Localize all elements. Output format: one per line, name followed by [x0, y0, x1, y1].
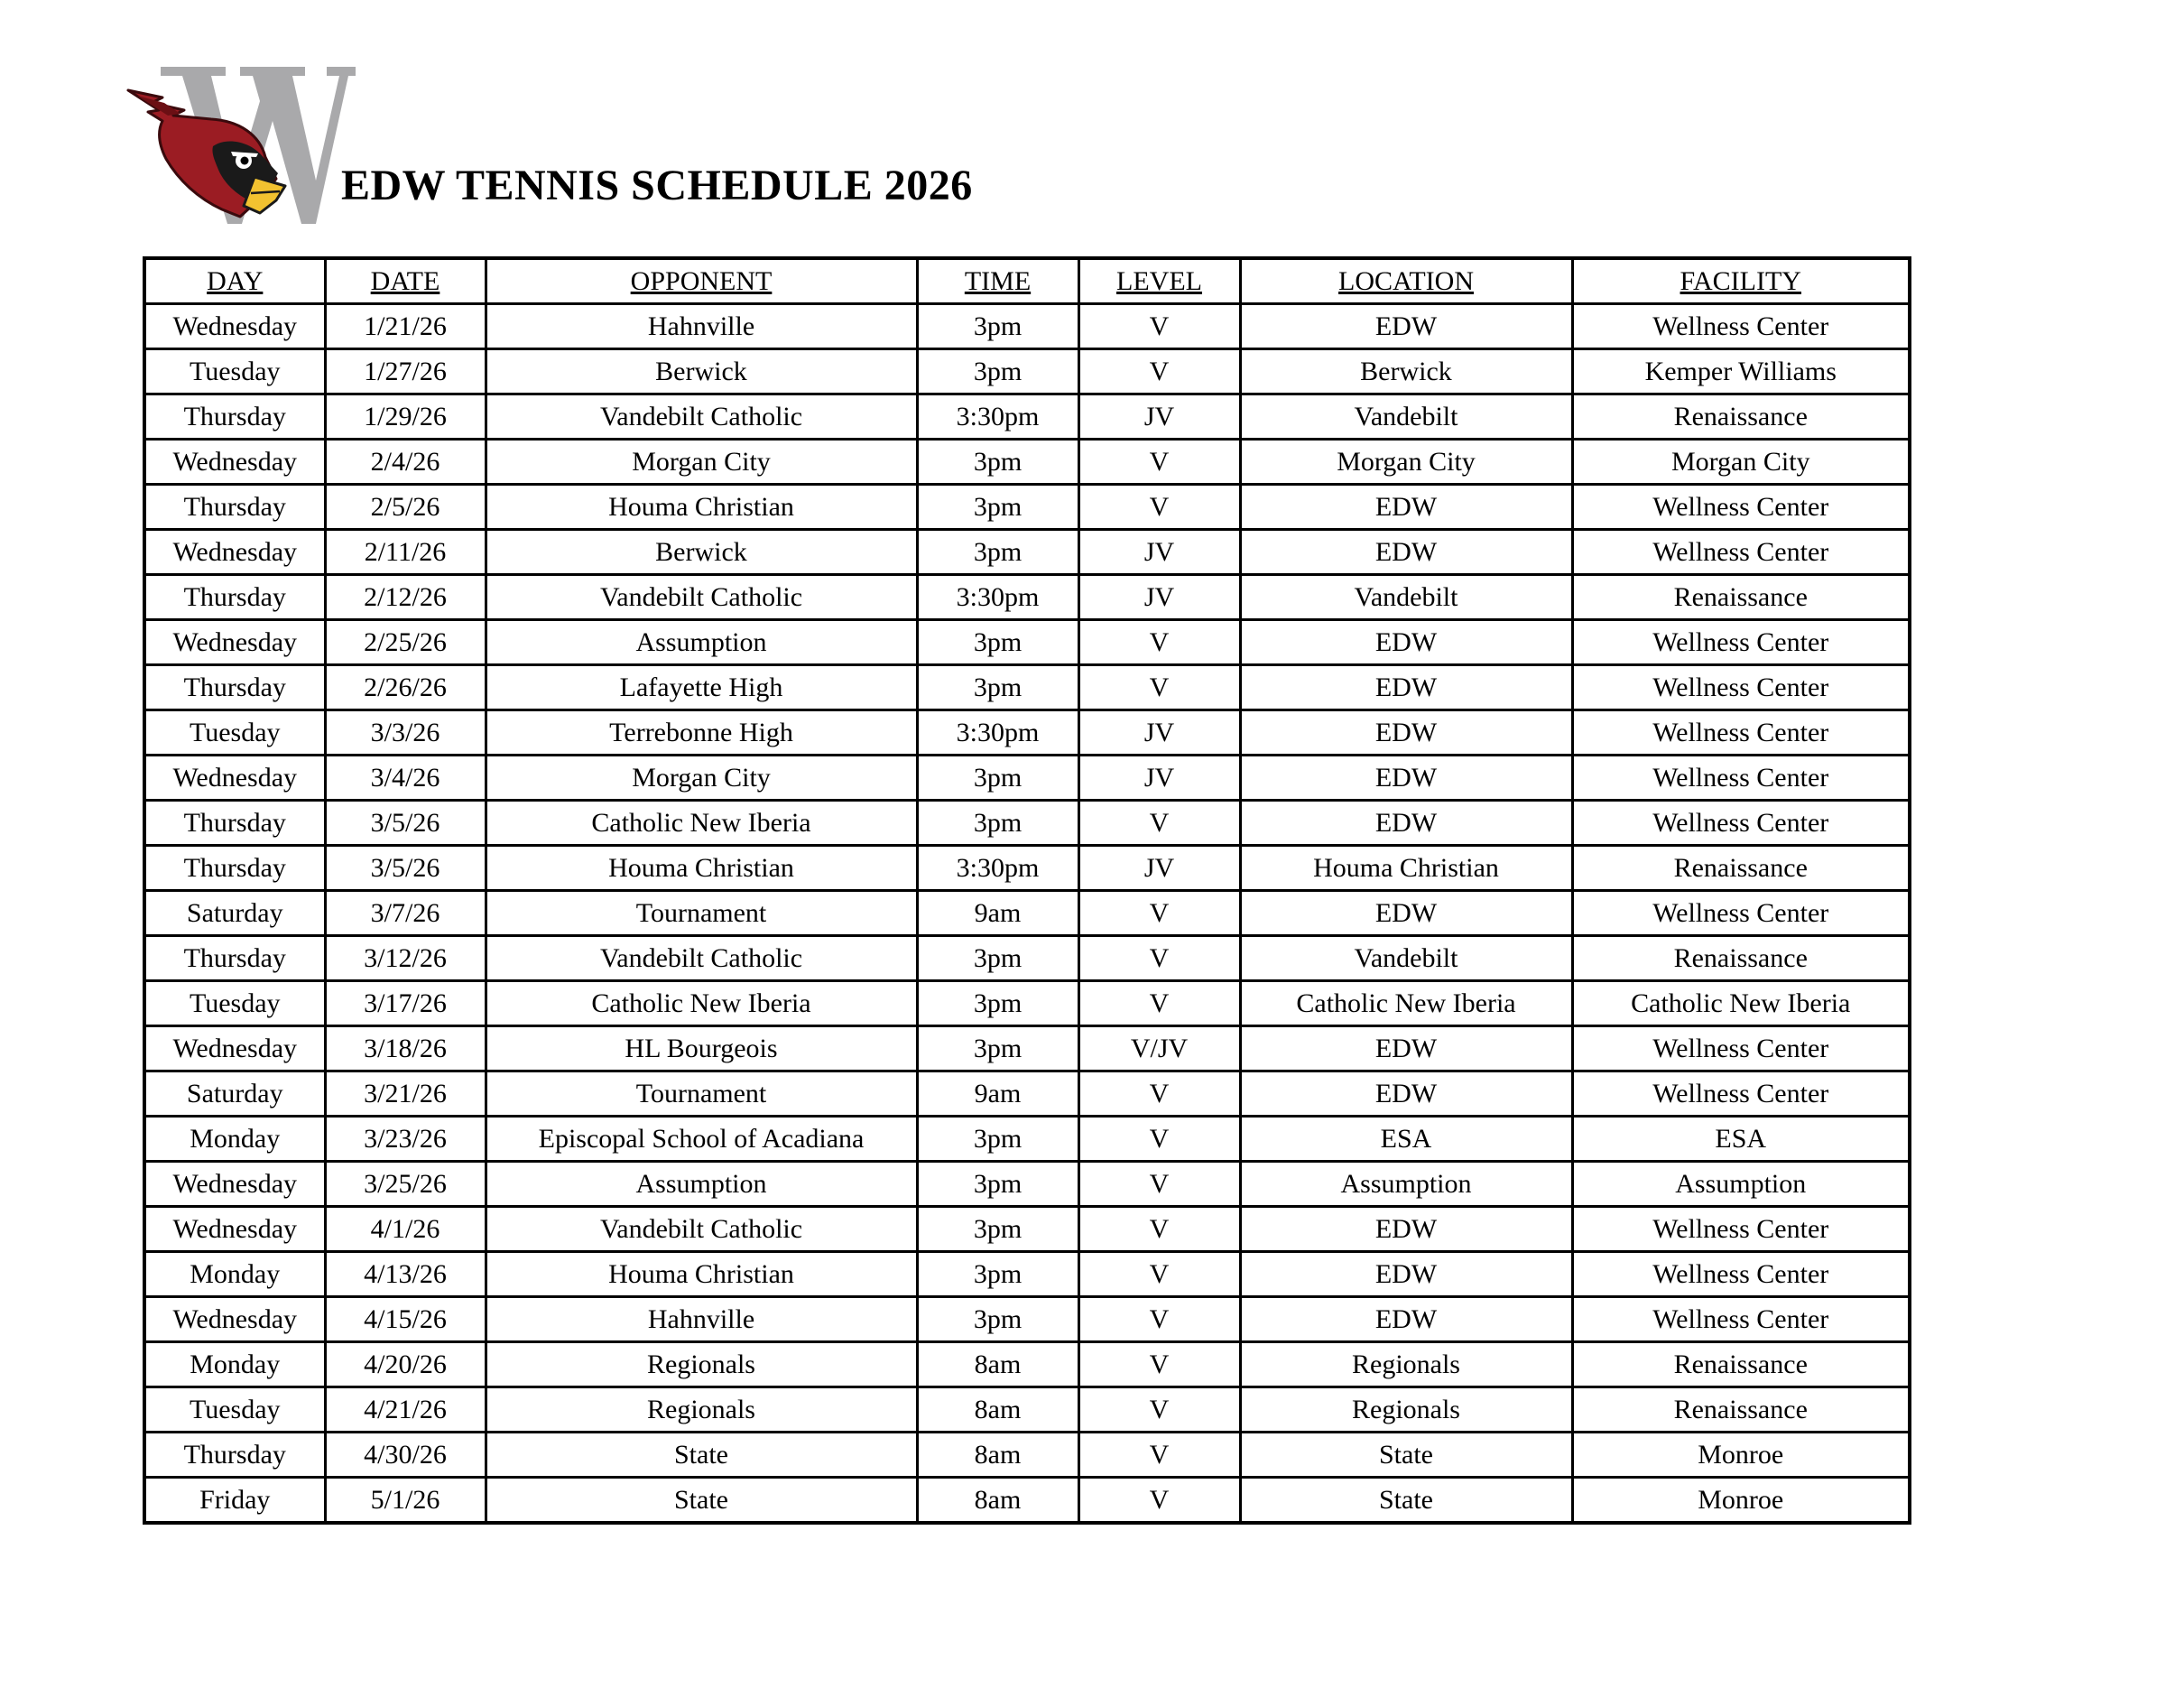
- cell-location: Vandebilt: [1240, 394, 1572, 440]
- cell-facility: Wellness Center: [1572, 1207, 1910, 1252]
- cell-level: V: [1078, 1071, 1240, 1117]
- cell-location: State: [1240, 1478, 1572, 1524]
- cell-level: JV: [1078, 575, 1240, 620]
- table-row: [144, 1478, 1910, 1524]
- cell-location: EDW: [1240, 1026, 1572, 1071]
- cell-opponent: Vandebilt Catholic: [486, 936, 917, 981]
- cell-facility: Assumption: [1572, 1162, 1910, 1207]
- cell-day: Saturday: [144, 1071, 325, 1117]
- cell-date: 3/18/26: [325, 1026, 486, 1071]
- table-row: [144, 1071, 1910, 1117]
- cell-location: EDW: [1240, 756, 1572, 801]
- header-row: [144, 258, 1910, 304]
- cell-level: V: [1078, 1342, 1240, 1387]
- cell-day: Saturday: [144, 891, 325, 936]
- table-row: [144, 1162, 1910, 1207]
- cell-day: Thursday: [144, 801, 325, 846]
- column-header-location: LOCATION: [1240, 258, 1572, 304]
- cell-opponent: Catholic New Iberia: [486, 801, 917, 846]
- cell-facility: Renaissance: [1572, 936, 1910, 981]
- cell-facility: Wellness Center: [1572, 1252, 1910, 1297]
- table-row: [144, 1297, 1910, 1342]
- cell-time: 3pm: [917, 530, 1078, 575]
- cell-facility: Renaissance: [1572, 575, 1910, 620]
- cell-time: 3pm: [917, 1207, 1078, 1252]
- cell-opponent: Morgan City: [486, 756, 917, 801]
- cell-time: 3pm: [917, 485, 1078, 530]
- cell-opponent: Assumption: [486, 620, 917, 665]
- cell-date: 2/4/26: [325, 440, 486, 485]
- table-row: [144, 756, 1910, 801]
- table-row: [144, 891, 1910, 936]
- cell-level: V: [1078, 349, 1240, 394]
- table-row: [144, 349, 1910, 394]
- cell-location: ESA: [1240, 1117, 1572, 1162]
- cell-date: 3/7/26: [325, 891, 486, 936]
- cell-location: State: [1240, 1433, 1572, 1478]
- cell-day: Tuesday: [144, 1387, 325, 1433]
- cell-day: Wednesday: [144, 756, 325, 801]
- cell-level: V: [1078, 1297, 1240, 1342]
- pupil: [241, 157, 249, 165]
- cell-location: EDW: [1240, 530, 1572, 575]
- cell-location: Berwick: [1240, 349, 1572, 394]
- cell-location: EDW: [1240, 1207, 1572, 1252]
- cell-facility: Kemper Williams: [1572, 349, 1910, 394]
- cell-location: Regionals: [1240, 1342, 1572, 1387]
- cell-level: V: [1078, 936, 1240, 981]
- table-row: [144, 710, 1910, 756]
- cell-day: Thursday: [144, 485, 325, 530]
- cell-time: 3:30pm: [917, 394, 1078, 440]
- cardinal-w-logo: [125, 63, 356, 227]
- cell-time: 3pm: [917, 1026, 1078, 1071]
- cell-location: EDW: [1240, 620, 1572, 665]
- cell-level: V: [1078, 620, 1240, 665]
- cell-date: 2/12/26: [325, 575, 486, 620]
- cell-level: V: [1078, 1207, 1240, 1252]
- table-row: [144, 485, 1910, 530]
- cell-level: JV: [1078, 710, 1240, 756]
- cell-facility: Wellness Center: [1572, 485, 1910, 530]
- cell-time: 3pm: [917, 620, 1078, 665]
- cell-opponent: Hahnville: [486, 1297, 917, 1342]
- cell-date: 4/15/26: [325, 1297, 486, 1342]
- table-row: [144, 304, 1910, 349]
- cell-date: 2/5/26: [325, 485, 486, 530]
- cell-facility: Monroe: [1572, 1433, 1910, 1478]
- cell-facility: Wellness Center: [1572, 891, 1910, 936]
- cell-day: Thursday: [144, 1433, 325, 1478]
- cell-location: Morgan City: [1240, 440, 1572, 485]
- cell-opponent: Lafayette High: [486, 665, 917, 710]
- table-row: [144, 530, 1910, 575]
- cell-date: 3/25/26: [325, 1162, 486, 1207]
- cell-time: 8am: [917, 1433, 1078, 1478]
- cell-level: V: [1078, 981, 1240, 1026]
- column-header-day: DAY: [144, 258, 325, 304]
- cell-time: 8am: [917, 1478, 1078, 1524]
- cell-time: 3:30pm: [917, 846, 1078, 891]
- cell-opponent: Episcopal School of Acadiana: [486, 1117, 917, 1162]
- cell-facility: Wellness Center: [1572, 1026, 1910, 1071]
- cell-date: 3/3/26: [325, 710, 486, 756]
- cell-opponent: Assumption: [486, 1162, 917, 1207]
- column-header-opponent: OPPONENT: [486, 258, 917, 304]
- schedule-body: [144, 304, 1910, 1524]
- cell-opponent: Berwick: [486, 530, 917, 575]
- cell-time: 3pm: [917, 304, 1078, 349]
- table-row: [144, 1252, 1910, 1297]
- cell-day: Wednesday: [144, 440, 325, 485]
- cell-opponent: Houma Christian: [486, 846, 917, 891]
- table-row: [144, 981, 1910, 1026]
- cell-opponent: Vandebilt Catholic: [486, 575, 917, 620]
- column-header-level: LEVEL: [1078, 258, 1240, 304]
- cell-time: 3:30pm: [917, 575, 1078, 620]
- cell-facility: Wellness Center: [1572, 665, 1910, 710]
- cell-level: JV: [1078, 530, 1240, 575]
- cell-location: EDW: [1240, 1297, 1572, 1342]
- cell-location: EDW: [1240, 665, 1572, 710]
- cell-opponent: Houma Christian: [486, 485, 917, 530]
- cell-facility: Morgan City: [1572, 440, 1910, 485]
- cell-time: 3pm: [917, 349, 1078, 394]
- cell-date: 3/5/26: [325, 801, 486, 846]
- cell-date: 2/26/26: [325, 665, 486, 710]
- cell-facility: Renaissance: [1572, 1387, 1910, 1433]
- schedule-table: [143, 256, 1911, 1525]
- cell-time: 3pm: [917, 756, 1078, 801]
- cell-facility: ESA: [1572, 1117, 1910, 1162]
- cell-day: Wednesday: [144, 530, 325, 575]
- cell-opponent: Catholic New Iberia: [486, 981, 917, 1026]
- table-row: [144, 1387, 1910, 1433]
- cell-level: V: [1078, 1117, 1240, 1162]
- cell-time: 3pm: [917, 1297, 1078, 1342]
- cell-facility: Wellness Center: [1572, 304, 1910, 349]
- cell-time: 3pm: [917, 1252, 1078, 1297]
- table-row: [144, 665, 1910, 710]
- cell-time: 3pm: [917, 665, 1078, 710]
- cell-time: 3pm: [917, 801, 1078, 846]
- page-title: EDW TENNIS SCHEDULE 2026: [341, 162, 973, 209]
- cell-level: V: [1078, 485, 1240, 530]
- cell-date: 2/11/26: [325, 530, 486, 575]
- cell-location: EDW: [1240, 485, 1572, 530]
- cell-level: V: [1078, 1433, 1240, 1478]
- cell-time: 9am: [917, 891, 1078, 936]
- cell-location: Regionals: [1240, 1387, 1572, 1433]
- cell-level: V: [1078, 1387, 1240, 1433]
- cell-date: 3/12/26: [325, 936, 486, 981]
- cell-date: 3/23/26: [325, 1117, 486, 1162]
- cell-opponent: Morgan City: [486, 440, 917, 485]
- cell-facility: Wellness Center: [1572, 756, 1910, 801]
- table-row: [144, 440, 1910, 485]
- cell-time: 3:30pm: [917, 710, 1078, 756]
- cell-opponent: Regionals: [486, 1342, 917, 1387]
- cell-facility: Wellness Center: [1572, 530, 1910, 575]
- cell-day: Monday: [144, 1252, 325, 1297]
- cell-location: Catholic New Iberia: [1240, 981, 1572, 1026]
- cell-opponent: Houma Christian: [486, 1252, 917, 1297]
- column-header-time: TIME: [917, 258, 1078, 304]
- cell-level: JV: [1078, 756, 1240, 801]
- cell-date: 1/27/26: [325, 349, 486, 394]
- cell-level: JV: [1078, 846, 1240, 891]
- cell-date: 1/29/26: [325, 394, 486, 440]
- cell-location: Assumption: [1240, 1162, 1572, 1207]
- cell-date: 3/4/26: [325, 756, 486, 801]
- cell-day: Thursday: [144, 394, 325, 440]
- cell-date: 3/17/26: [325, 981, 486, 1026]
- cell-date: 4/20/26: [325, 1342, 486, 1387]
- cell-day: Wednesday: [144, 1162, 325, 1207]
- cell-opponent: Vandebilt Catholic: [486, 394, 917, 440]
- table-row: [144, 936, 1910, 981]
- cell-location: EDW: [1240, 1071, 1572, 1117]
- table-row: [144, 1342, 1910, 1387]
- cell-level: V: [1078, 304, 1240, 349]
- cell-facility: Wellness Center: [1572, 1071, 1910, 1117]
- cell-opponent: Hahnville: [486, 304, 917, 349]
- cell-time: 3pm: [917, 981, 1078, 1026]
- cell-day: Wednesday: [144, 1026, 325, 1071]
- cell-day: Thursday: [144, 846, 325, 891]
- cell-date: 4/13/26: [325, 1252, 486, 1297]
- cell-day: Tuesday: [144, 349, 325, 394]
- cell-time: 8am: [917, 1387, 1078, 1433]
- cell-facility: Monroe: [1572, 1478, 1910, 1524]
- cell-day: Tuesday: [144, 981, 325, 1026]
- cell-time: 3pm: [917, 1117, 1078, 1162]
- cell-day: Monday: [144, 1117, 325, 1162]
- table-row: [144, 394, 1910, 440]
- cell-level: V: [1078, 440, 1240, 485]
- cell-opponent: State: [486, 1433, 917, 1478]
- cell-time: 3pm: [917, 440, 1078, 485]
- cell-date: 1/21/26: [325, 304, 486, 349]
- cell-facility: Wellness Center: [1572, 620, 1910, 665]
- table-row: [144, 575, 1910, 620]
- cell-day: Wednesday: [144, 1207, 325, 1252]
- cell-day: Wednesday: [144, 304, 325, 349]
- cell-facility: Renaissance: [1572, 846, 1910, 891]
- cell-time: 3pm: [917, 1162, 1078, 1207]
- cell-level: V: [1078, 1162, 1240, 1207]
- cell-date: 4/21/26: [325, 1387, 486, 1433]
- cell-time: 3pm: [917, 936, 1078, 981]
- cell-date: 4/1/26: [325, 1207, 486, 1252]
- cell-day: Thursday: [144, 575, 325, 620]
- cell-date: 5/1/26: [325, 1478, 486, 1524]
- cell-date: 3/5/26: [325, 846, 486, 891]
- cell-level: V: [1078, 1478, 1240, 1524]
- cell-opponent: HL Bourgeois: [486, 1026, 917, 1071]
- cell-date: 3/21/26: [325, 1071, 486, 1117]
- table-row: [144, 846, 1910, 891]
- cell-level: V/JV: [1078, 1026, 1240, 1071]
- cell-location: EDW: [1240, 801, 1572, 846]
- cell-location: Houma Christian: [1240, 846, 1572, 891]
- cell-day: Thursday: [144, 665, 325, 710]
- cell-level: JV: [1078, 394, 1240, 440]
- cell-opponent: Regionals: [486, 1387, 917, 1433]
- cell-level: V: [1078, 801, 1240, 846]
- cell-location: Vandebilt: [1240, 936, 1572, 981]
- column-header-date: DATE: [325, 258, 486, 304]
- cell-opponent: State: [486, 1478, 917, 1524]
- cell-day: Friday: [144, 1478, 325, 1524]
- cell-location: EDW: [1240, 304, 1572, 349]
- cell-location: EDW: [1240, 891, 1572, 936]
- table-row: [144, 1433, 1910, 1478]
- cell-level: V: [1078, 665, 1240, 710]
- table-row: [144, 620, 1910, 665]
- table-row: [144, 801, 1910, 846]
- cell-facility: Renaissance: [1572, 1342, 1910, 1387]
- cell-facility: Wellness Center: [1572, 1297, 1910, 1342]
- table-row: [144, 1117, 1910, 1162]
- cell-opponent: Tournament: [486, 891, 917, 936]
- cell-date: 4/30/26: [325, 1433, 486, 1478]
- cell-opponent: Vandebilt Catholic: [486, 1207, 917, 1252]
- cell-day: Wednesday: [144, 1297, 325, 1342]
- table-row: [144, 1207, 1910, 1252]
- cell-date: 2/25/26: [325, 620, 486, 665]
- cell-facility: Catholic New Iberia: [1572, 981, 1910, 1026]
- cell-time: 9am: [917, 1071, 1078, 1117]
- cell-level: V: [1078, 891, 1240, 936]
- cell-location: Vandebilt: [1240, 575, 1572, 620]
- cell-location: EDW: [1240, 1252, 1572, 1297]
- cell-time: 8am: [917, 1342, 1078, 1387]
- cell-location: EDW: [1240, 710, 1572, 756]
- cell-day: Monday: [144, 1342, 325, 1387]
- table-row: [144, 1026, 1910, 1071]
- cell-day: Thursday: [144, 936, 325, 981]
- cell-opponent: Tournament: [486, 1071, 917, 1117]
- cell-day: Wednesday: [144, 620, 325, 665]
- cell-opponent: Terrebonne High: [486, 710, 917, 756]
- cell-facility: Wellness Center: [1572, 801, 1910, 846]
- cell-day: Tuesday: [144, 710, 325, 756]
- cell-facility: Wellness Center: [1572, 710, 1910, 756]
- cell-opponent: Berwick: [486, 349, 917, 394]
- column-header-facility: FACILITY: [1572, 258, 1910, 304]
- cell-facility: Renaissance: [1572, 394, 1910, 440]
- cell-level: V: [1078, 1252, 1240, 1297]
